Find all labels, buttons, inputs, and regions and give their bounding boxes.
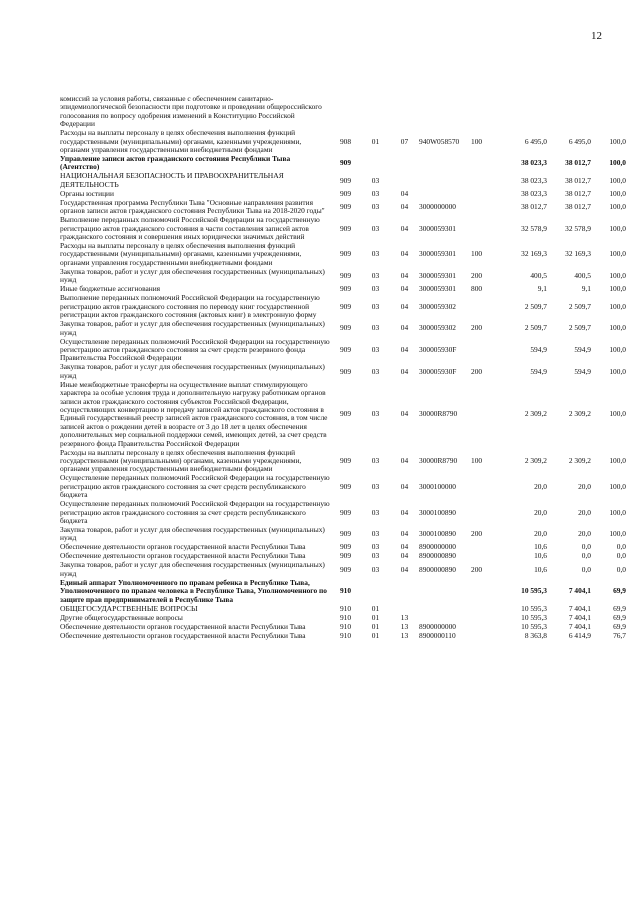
actual-amount: 20,0: [578, 529, 591, 539]
grbs-code: 909: [339, 323, 352, 333]
row-name: ОБЩЕГОСУДАРСТВЕННЫЕ ВОПРОСЫ: [60, 603, 198, 613]
expense-type-code: 200: [471, 564, 483, 574]
execution-percent: 100,0: [609, 507, 626, 517]
row-name: Осуществление переданных полномочий Российской Федерации на государственную регистрацию актов гражданского состояния за счет средств республиканского бюджета: [60, 499, 330, 525]
table-row: [60, 338, 626, 364]
expense-type-code: [471, 474, 501, 500]
subsection-code: 04: [400, 301, 409, 311]
target-article-code: 940W058570: [419, 136, 460, 146]
execution-percent: 100,0: [609, 366, 626, 376]
execution-percent: 100,0: [609, 158, 626, 168]
execution-percent: 100,0: [609, 136, 626, 146]
execution-percent: 0,0: [616, 542, 626, 552]
row-name: Иные межбюджетные трансферты на осуществление выплат стимулирующего характера за особые условия труда и дополнительную нагрузку работникам органов записи актов гражданского состояния субъектов Российской Федерации, осуществляющих конвертацию и передачу записей актов гражданского состояния в Единый государственный реестр записей актов гражданского состояния, в том числе записей актов о рождении детей в возрасте от 3 до 18 лет в целях обеспечения дополнительных мер социальной поддержки семей, имеющих детей, за счет средств резервного фонда Правительства Российской Федерации: [60, 379, 328, 448]
subsection-code: 04: [400, 223, 409, 233]
execution-percent: 100,0: [609, 344, 626, 354]
subsection-code: 04: [400, 481, 409, 491]
expense-type-code: 800: [471, 284, 483, 294]
target-article-code: 3000000000: [419, 202, 456, 212]
table-row: [60, 632, 626, 641]
target-article-code: 8900000000: [419, 542, 456, 552]
target-article-code: [419, 155, 471, 172]
expense-type-code: [471, 552, 501, 561]
expense-type-code: [471, 294, 501, 320]
execution-percent: 0,0: [616, 551, 626, 561]
target-article-code: 8900000890: [419, 564, 456, 574]
planned-amount: 10 595,3: [521, 586, 547, 596]
section-code: 03: [371, 551, 380, 561]
section-code: 03: [371, 271, 380, 281]
planned-amount: 32 169,3: [521, 249, 547, 259]
planned-amount: 10,6: [534, 564, 547, 574]
execution-percent: 100,0: [609, 455, 626, 465]
row-name: Единый аппарат Уполномоченного по правам ребенка в Республике Тыва, Уполномоченного по правам человека в Республике Тыва, Уполномоченного по защите прав предпринимателей в Республике Тыва: [60, 577, 327, 604]
actual-amount: 7 404,1: [568, 586, 591, 596]
planned-amount: 10 595,3: [521, 621, 547, 631]
expense-type-code: [471, 543, 501, 552]
execution-percent: 100,0: [609, 271, 626, 281]
grbs-code: 909: [339, 344, 352, 354]
subsection-code: 04: [400, 507, 409, 517]
subsection-code: 13: [400, 612, 409, 622]
expense-type-code: [471, 199, 501, 216]
planned-amount: 2 509,7: [524, 301, 547, 311]
planned-amount: 594,9: [530, 366, 547, 376]
section-code: 03: [371, 249, 380, 259]
actual-amount: 0,0: [581, 542, 591, 552]
planned-amount: 38 023,3: [521, 188, 547, 198]
actual-amount: 7 404,1: [568, 621, 591, 631]
actual-amount: [547, 95, 591, 129]
section-code: 03: [371, 366, 380, 376]
table-row: [60, 242, 626, 268]
section-code: 03: [371, 301, 380, 311]
row-name: Обеспечение деятельности органов государственной власти Республики Тыва: [60, 630, 306, 640]
execution-percent: 100,0: [609, 284, 626, 294]
row-name: Государственная программа Республики Тыва "Основные направления развития органов записи актов гражданского состояния Республики Тыва на 2018-2020 годы": [60, 197, 325, 216]
planned-amount: 10 595,3: [521, 612, 547, 622]
planned-amount: [501, 95, 547, 129]
table-row: [60, 561, 626, 578]
actual-amount: 2 309,2: [568, 455, 591, 465]
subsection-code: 04: [400, 284, 409, 294]
row-name: Выполнение переданных полномочий Российской Федерации на государственную регистрацию актов гражданского состояния по переводу книг государственной регистрации актов гражданского состояния (актовых книг) в электронную форму: [60, 293, 320, 320]
target-article-code: 8900000110: [419, 630, 456, 640]
actual-amount: 2 509,7: [568, 323, 591, 333]
table-row: [60, 268, 626, 285]
expense-type-code: [471, 190, 501, 199]
target-article-code: 8900000890: [419, 551, 456, 561]
actual-amount: 0,0: [581, 551, 591, 561]
row-name: Осуществление переданных полномочий Российской Федерации на государственную регистрацию актов гражданского состояния за счет средств резервного фонда Правительства Российской Федерации: [60, 336, 330, 363]
table-row: [60, 320, 626, 337]
planned-amount: 594,9: [530, 344, 547, 354]
subsection-code: 13: [400, 621, 409, 631]
section-code: 01: [371, 612, 380, 622]
grbs-code: 910: [339, 586, 352, 596]
planned-amount: 6 495,0: [524, 136, 547, 146]
execution-percent: 100,0: [609, 223, 626, 233]
section-code: [361, 95, 390, 129]
grbs-code: 909: [339, 551, 352, 561]
subsection-code: [390, 95, 419, 129]
section-code: 01: [371, 603, 380, 613]
target-article-code: 30000R8790: [419, 455, 458, 465]
actual-amount: 38 012,7: [565, 188, 591, 198]
target-article-code: 3000100000: [419, 481, 456, 491]
row-name: НАЦИОНАЛЬНАЯ БЕЗОПАСНОСТЬ И ПРАВООХРАНИТЕЛЬНАЯ ДЕЯТЕЛЬНОСТЬ: [60, 171, 284, 189]
row-name: Расходы на выплаты персоналу в целях обеспечения выполнения функций государственными (муниципальными) органами, казенными учреждениями, органами управления государственными внебюджетными фондами: [60, 447, 302, 474]
row-name: Осуществление переданных полномочий Российской Федерации на государственную регистрацию актов гражданского состояния за счет средств республиканского бюджета: [60, 473, 330, 500]
table-row: [60, 526, 626, 543]
execution-percent: 69,9: [613, 612, 626, 622]
target-article-code: [419, 190, 471, 199]
subsection-code: 04: [400, 455, 409, 465]
section-code: 03: [371, 323, 380, 333]
section-code: 03: [371, 481, 380, 491]
section-code: 03: [371, 202, 380, 212]
subsection-code: 13: [400, 630, 409, 640]
section-code: 03: [371, 175, 380, 185]
execution-percent: 100,0: [609, 323, 626, 333]
actual-amount: 400,5: [574, 271, 591, 281]
expense-type-code: [471, 381, 501, 449]
budget-table-body: [60, 95, 626, 641]
section-code: 03: [371, 507, 380, 517]
actual-amount: 594,9: [574, 366, 591, 376]
actual-amount: 32 169,3: [565, 249, 591, 259]
section-code: 01: [371, 621, 380, 631]
grbs-code: 909: [339, 271, 352, 281]
grbs-code: 909: [339, 188, 352, 198]
grbs-code: 909: [339, 409, 352, 419]
section-code: [361, 155, 390, 172]
target-article-code: 3000059301: [419, 249, 456, 259]
grbs-code: 909: [339, 202, 352, 212]
expense-type-code: [471, 155, 501, 172]
target-article-code: 3000059302: [419, 323, 456, 333]
execution-percent: 100,0: [609, 481, 626, 491]
row-name: Другие общегосударственные вопросы: [60, 612, 183, 622]
subsection-code: [390, 155, 419, 172]
table-row: [60, 449, 626, 475]
actual-amount: 38 012,7: [565, 202, 591, 212]
section-code: 03: [371, 409, 380, 419]
planned-amount: 32 578,9: [521, 223, 547, 233]
subsection-code: [390, 172, 419, 189]
subsection-code: 04: [400, 366, 409, 376]
planned-amount: 20,0: [534, 481, 547, 491]
table-row: [60, 500, 626, 526]
grbs-code: 909: [339, 158, 352, 168]
actual-amount: 7 404,1: [568, 603, 591, 613]
subsection-code: 04: [400, 188, 409, 198]
subsection-code: 04: [400, 344, 409, 354]
planned-amount: 20,0: [534, 507, 547, 517]
row-name: комиссий за условия работы, связанные с обеспечением санитарно-эпидемиологической безопасности при подготовке и проведении общероссийского голосования по вопросу одобрения изменений в Конституцию Российской Федерации: [60, 94, 322, 129]
planned-amount: 9,1: [537, 284, 547, 294]
expense-type-code: [471, 500, 501, 526]
execution-percent: 100,0: [609, 188, 626, 198]
execution-percent: 100,0: [609, 249, 626, 259]
planned-amount: 8 363,8: [524, 630, 547, 640]
expense-type-code: 200: [471, 366, 483, 376]
planned-amount: 38 023,3: [521, 175, 547, 185]
target-article-code: 3000059301: [419, 284, 456, 294]
execution-percent: 76,7: [613, 630, 626, 640]
subsection-code: 04: [400, 202, 409, 212]
table-row: [60, 199, 626, 216]
row-name: Закупка товаров, работ и услуг для обеспечения государственных (муниципальных) нужд: [60, 266, 325, 285]
execution-percent: 100,0: [609, 409, 626, 419]
table-row: [60, 474, 626, 500]
target-article-code: [419, 579, 471, 605]
table-row: [60, 95, 626, 129]
section-code: 03: [371, 223, 380, 233]
execution-percent: 69,9: [613, 586, 626, 596]
subsection-code: 04: [400, 249, 409, 259]
grbs-code: 910: [339, 612, 352, 622]
execution-percent: 100,0: [609, 529, 626, 539]
execution-percent: 69,9: [613, 621, 626, 631]
target-article-code: [419, 95, 471, 129]
grbs-code: 909: [339, 507, 352, 517]
grbs-code: 909: [339, 249, 352, 259]
expense-type-code: [471, 614, 501, 623]
section-code: [361, 579, 390, 605]
grbs-code: 910: [339, 630, 352, 640]
subsection-code: 04: [400, 542, 409, 552]
subsection-code: 07: [400, 136, 409, 146]
section-code: 03: [371, 188, 380, 198]
table-row: [60, 129, 626, 155]
row-name: Обеспечение деятельности органов государственной власти Республики Тыва: [60, 542, 306, 552]
expense-type-code: 200: [471, 271, 483, 281]
planned-amount: 20,0: [534, 529, 547, 539]
target-article-code: [419, 172, 471, 189]
actual-amount: 0,0: [581, 564, 591, 574]
target-article-code: 3000100890: [419, 507, 456, 517]
expense-type-code: 100: [471, 455, 483, 465]
expense-type-code: 100: [471, 136, 483, 146]
planned-amount: 10,6: [534, 542, 547, 552]
subsection-code: 04: [400, 564, 409, 574]
row-name: Закупка товаров, работ и услуг для обеспечения государственных (муниципальных) нужд: [60, 362, 325, 380]
section-code: 03: [371, 284, 380, 294]
section-code: 03: [371, 455, 380, 465]
section-code: 03: [371, 564, 380, 574]
subsection-code: 04: [400, 529, 409, 539]
planned-amount: 400,5: [530, 271, 547, 281]
target-article-code: 3000059301: [419, 271, 456, 281]
row-name: Органы юстиции: [60, 188, 114, 198]
row-name: Закупка товаров, работ и услуг для обеспечения государственных (муниципальных) нужд: [60, 560, 325, 578]
target-article-code: 3000059302: [419, 301, 456, 311]
expense-type-code: [471, 632, 501, 641]
section-code: 03: [371, 529, 380, 539]
table-row: [60, 155, 626, 172]
row-name: Обеспечение деятельности органов государственной власти Республики Тыва: [60, 621, 306, 631]
planned-amount: 2 309,2: [524, 455, 547, 465]
section-code: 01: [371, 136, 380, 146]
expense-type-code: 200: [471, 529, 483, 539]
subsection-code: 04: [400, 551, 409, 561]
planned-amount: 38 023,3: [521, 158, 547, 168]
actual-amount: 9,1: [581, 284, 591, 294]
expense-type-code: [471, 579, 501, 605]
planned-amount: 10,6: [534, 551, 547, 561]
grbs-code: 909: [339, 529, 352, 539]
grbs-code: 908: [339, 136, 352, 146]
expense-type-code: 100: [471, 249, 483, 259]
section-code: 03: [371, 344, 380, 354]
row-name: Иные бюджетные ассигнования: [60, 284, 161, 294]
row-name: Выполнение переданных полномочий Российской Федерации на государственную регистрацию актов гражданского состояния в части составления записей актов гражданского состояния и совершения иных юридически значимых действий: [60, 215, 320, 242]
actual-amount: 6 495,0: [568, 136, 591, 146]
target-article-code: [419, 605, 471, 614]
table-row: [60, 172, 626, 189]
grbs-code: 909: [339, 301, 352, 311]
subsection-code: [390, 579, 419, 605]
expense-type-code: [471, 216, 501, 242]
grbs-code: [330, 95, 361, 129]
planned-amount: 38 012,7: [521, 202, 547, 212]
grbs-code: 910: [339, 621, 352, 631]
target-article-code: 3000059301: [419, 223, 456, 233]
expense-type-code: [471, 172, 501, 189]
grbs-code: 909: [339, 366, 352, 376]
row-name: Расходы на выплаты персоналу в целях обеспечения выполнения функций государственными (муниципальными) органами, казенными учреждениями, органами управления государственными внебюджетными фондами: [60, 241, 302, 267]
row-name: Закупка товаров, работ и услуг для обеспечения государственных (муниципальных) нужд: [60, 525, 325, 543]
grbs-code: 909: [339, 542, 352, 552]
actual-amount: 38 012,7: [565, 158, 591, 168]
expense-type-code: 200: [471, 323, 483, 333]
expense-type-code: [471, 95, 501, 129]
planned-amount: 10 595,3: [521, 603, 547, 613]
grbs-code: 909: [339, 175, 352, 185]
execution-percent: 69,9: [613, 603, 626, 613]
row-name: Расходы на выплаты персоналу в целях обеспечения выполнения функций государственными (муниципальными) органами, казенными учреждениями, органами управления государственными внебюджетными фондами: [60, 128, 302, 155]
target-article-code: 300005930F: [419, 366, 457, 376]
grbs-code: 909: [339, 284, 352, 294]
budget-table: [60, 95, 626, 641]
execution-percent: 0,0: [616, 564, 626, 574]
planned-amount: 2 309,2: [524, 409, 547, 419]
subsection-code: 04: [400, 323, 409, 333]
row-name: Управление записи актов гражданского состояния Республики Тыва (Агентство): [60, 154, 291, 172]
section-code: 01: [371, 630, 380, 640]
page-number: 12: [591, 30, 602, 42]
section-code: 03: [371, 542, 380, 552]
actual-amount: 594,9: [574, 344, 591, 354]
actual-amount: 20,0: [578, 507, 591, 517]
execution-percent: [591, 95, 626, 129]
table-row: [60, 579, 626, 605]
target-article-code: 30000R8790: [419, 409, 458, 419]
expense-type-code: [471, 605, 501, 614]
table-row: [60, 294, 626, 320]
actual-amount: 38 012,7: [565, 175, 591, 185]
execution-percent: 100,0: [609, 175, 626, 185]
grbs-code: 909: [339, 223, 352, 233]
row-name: Закупка товаров, работ и услуг для обеспечения государственных (муниципальных) нужд: [60, 319, 325, 337]
actual-amount: 7 404,1: [568, 612, 591, 622]
actual-amount: 2 309,2: [568, 409, 591, 419]
table-row: [60, 363, 626, 380]
planned-amount: 2 509,7: [524, 323, 547, 333]
expense-type-code: [471, 623, 501, 632]
execution-percent: 100,0: [609, 301, 626, 311]
actual-amount: 2 509,7: [568, 301, 591, 311]
execution-percent: 100,0: [609, 202, 626, 212]
grbs-code: 909: [339, 564, 352, 574]
grbs-code: 909: [339, 481, 352, 491]
target-article-code: 8900000000: [419, 621, 456, 631]
expense-type-code: [471, 338, 501, 364]
table-row: [60, 381, 626, 449]
target-article-code: 3000100890: [419, 529, 456, 539]
grbs-code: 909: [339, 455, 352, 465]
subsection-code: 04: [400, 271, 409, 281]
table-row: [60, 216, 626, 242]
target-article-code: 300005930F: [419, 344, 457, 354]
actual-amount: 20,0: [578, 481, 591, 491]
subsection-code: 04: [400, 409, 409, 419]
row-name: Обеспечение деятельности органов государственной власти Республики Тыва: [60, 551, 306, 561]
actual-amount: 6 414,9: [568, 630, 591, 640]
actual-amount: 32 578,9: [565, 223, 591, 233]
grbs-code: 910: [339, 603, 352, 613]
